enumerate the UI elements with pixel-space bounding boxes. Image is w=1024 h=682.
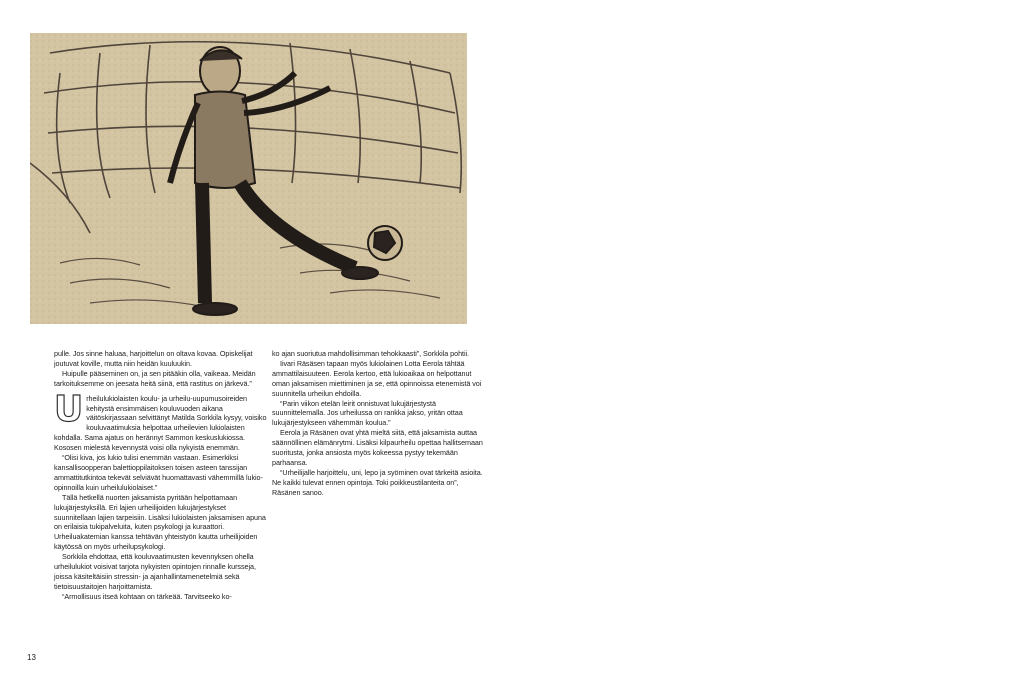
paragraph: “Parin viikon etelän leirit onnistuvat lukujärjestystä suunnittelemalla. Jos urheilussa on rankka jakso, yritän ottaa lukujärjestykseen vähemmän koulua.” [272,398,463,428]
paragraph: “Urheilijalle harjoittelu, uni, lepo ja syöminen ovat tärkeitä asioita. Ne kaikki tulevat ennen opintoja. Toki poikkeustilanteita on”, Räsänen sanoo. [272,467,483,497]
article-column-left [54,349,268,602]
paragraph: Huipulle pääseminen on, ja sen pitääkin olla, vaikeaa. Meidän tarkoituksemme on jeesata heitä siinä, että rastitus on järkevä.” [54,368,256,388]
paragraph: Sorkkila ehdottaa, että kouluvaatimusten kevennyksen ohella urheilulukiot voisivat tarjota nykyisten opintojen rinnalle kursseja, joissa käsiteltäisiin stressin- ja ajanhallintamenetelmiä sekä tietoisuustaitojen harjoittamista. [54,552,256,591]
paragraph: Iivari Räsäsen tapaan myös lukiolainen Lotta Eerola tähtää ammattilaisuuteen. Eerola kertoo, että lukioaikaa on helpottanut oman jaksamisen miettiminen ja se, että opinnoissa etenemistä voi suunnitella urheilun ehdoilla. [272,358,482,398]
paragraph: Tällä hetkellä nuorten jaksamista pyritään helpottamaan lukujärjestyksillä. Eri lajien urheilijoiden lukujärjestykset suunnitellaan lajien tarpeisiin. Lisäksi lukiolaisten jaksamisen apuna on erilaisia tukipalveluita, kuten psykologi ja kuraattori. Urheiluakatemian kanssa tehtävän yhteistyön kautta urheilijoiden käytössä on myös urheilupsykologi. [54,492,266,552]
football-player-drawing-icon [30,33,467,324]
paragraph: “Armollisuus itseä kohtaan on tärkeää. Tarvitseeko ko- [62,591,232,601]
paragraph: ko ajan suoriutua mahdollisimman tehokkaasti”, Sorkkila pohtii. [272,349,469,358]
article-column-right [272,349,486,498]
paragraph: rheilulukiolaisten koulu- ja urheilu-uupumusoireiden kehitystä ensimmäisen kouluvuoden aikana väitöskirjassaan selvittänyt Matilda Sorkkila kysyy, voisiko kouluvaatimuksia helpottaa urheilevien lukiolaisten kohdalla. Sama ajatus on herännyt Sammon keskuslukiossa. Kososen mielestä kevennystä voisi olla nykyistä enemmän. [54,393,267,453]
football-player-illustration [30,33,467,324]
paragraph: pulle. Jos sinne haluaa, harjoittelun on oltava kovaa. Opiskelijat joutuvat koville, mutta niin heidän kuuluukin. [54,349,253,368]
page-number: 13 [27,653,36,662]
paragraph: “Olisi kiva, jos lukio tulisi enemmän vastaan. Esimerkiksi kansallisoopperan balettioppilaitoksen toisen asteen tanssijan ammattitutkintoa tekevät selviävät huomattavasti vähemmillä lukio-opinnoilla kuin urheilulukiolaiset.” [54,453,263,492]
paragraph: Eerola ja Räsänen ovat yhtä mieltä siitä, että jaksamista auttaa säännöllinen elämänrytmi. Lisäksi kilpaurheilu opettaa hallitsemaan suoritusta, jonka ansiosta myös kokeessa pystyy tekemään parhaansa. [272,428,483,467]
section-start [54,388,268,453]
drop-cap: U [54,388,84,430]
